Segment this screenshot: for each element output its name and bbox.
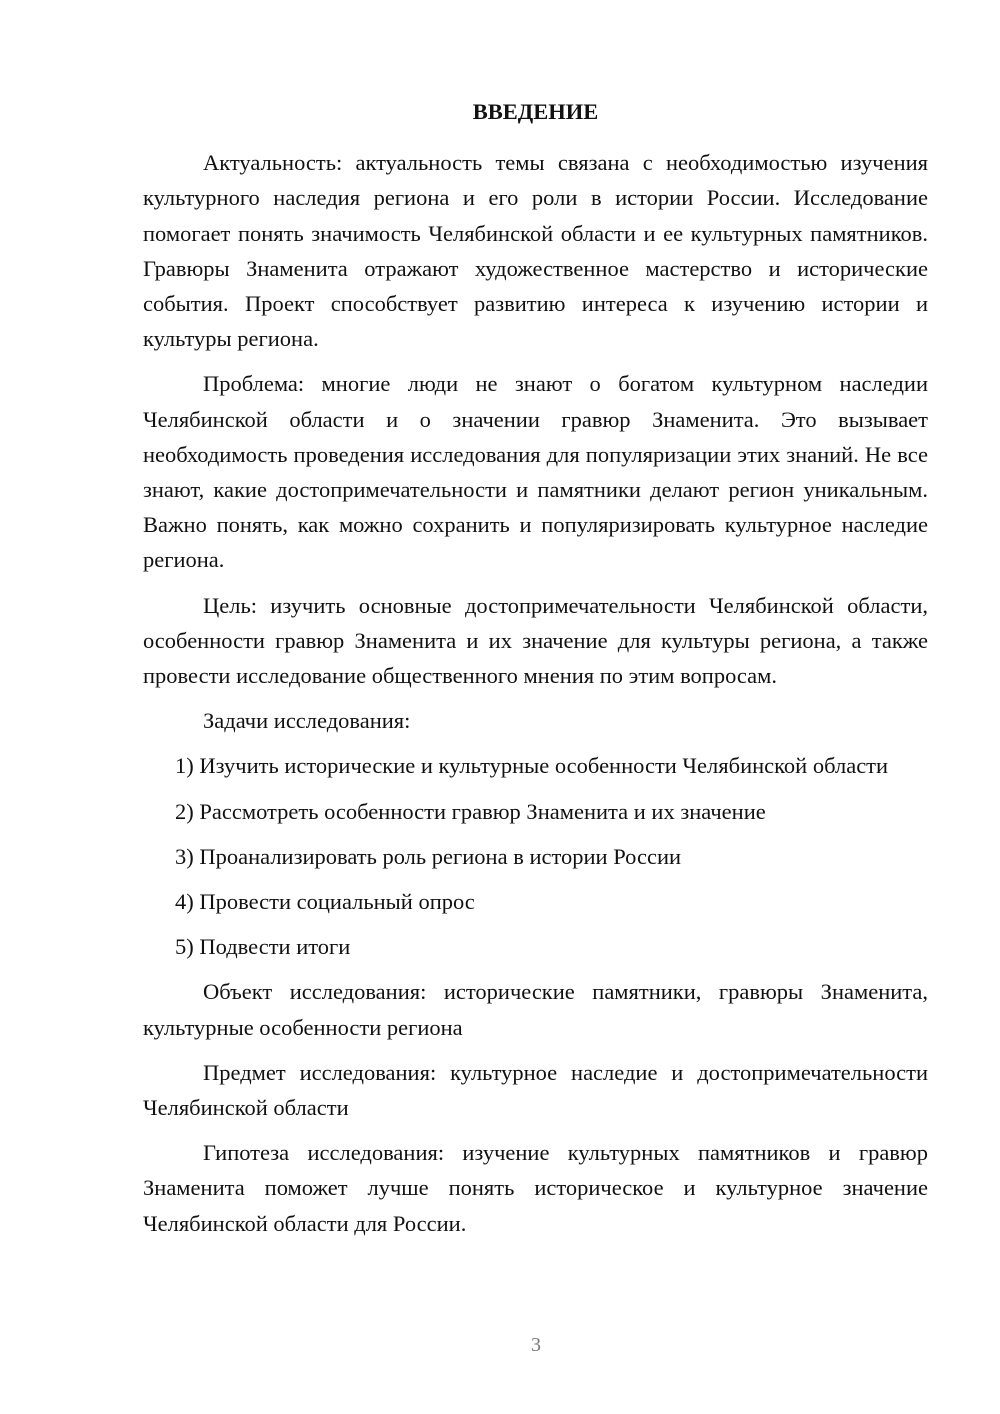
paragraph-subject: Предмет исследования: культурное наследие и достопримечательности Челябинской области bbox=[143, 1059, 928, 1121]
document-body bbox=[143, 94, 928, 1251]
task-item-4: 4) Провести социальный опрос bbox=[175, 889, 475, 915]
section-heading: ВВЕДЕНИЕ bbox=[472, 99, 599, 124]
task-item-1: 1) Изучить исторические и культурные особенности Челябинской области bbox=[175, 753, 889, 779]
paragraph-relevance: Актуальность: актуальность темы связана с необходимостью изучения культурного наследия региона и его роли в истории России. Исследование помогает понять значимость Челябинской области и ее культурных памятников. Гравюры Знаменита отражают художественное мастерство и исторические события. Проект способствует развитию интереса к изучению истории и культуры региона. bbox=[143, 150, 928, 352]
page-number: 3 bbox=[531, 1334, 541, 1356]
tasks-title: Задачи исследования: bbox=[203, 708, 411, 734]
paragraph-goal: Цель: изучить основные достопримечательности Челябинской области, особенности гравюр Знаменита и их значение для культуры региона, а также провести исследование общественного мнения по этим вопросам. bbox=[143, 592, 928, 689]
task-item-2: 2) Рассмотреть особенности гравюр Знаменита и их значение bbox=[175, 798, 766, 824]
paragraph-problem: Проблема: многие люди не знают о богатом культурном наследии Челябинской области и о значении гравюр Знаменита. Это вызывает необходимость проведения исследования для популяризации этих знаний. Не все знают, какие достопримечательности и памятники делают регион уникальным. Важно понять, как можно сохранить и популяризировать культурное наследие региона. bbox=[143, 371, 928, 573]
task-item-3: 3) Проанализировать роль региона в истории России bbox=[175, 843, 682, 869]
paragraph-object: Объект исследования: исторические памятники, гравюры Знаменита, культурные особенности региона bbox=[143, 979, 928, 1040]
task-item-5: 5) Подвести итоги bbox=[175, 934, 351, 960]
paragraph-hypothesis: Гипотеза исследования: изучение культурных памятников и гравюр Знаменита поможет лучше понять историческое и культурное значение Челябинской области для России. bbox=[143, 1140, 928, 1236]
